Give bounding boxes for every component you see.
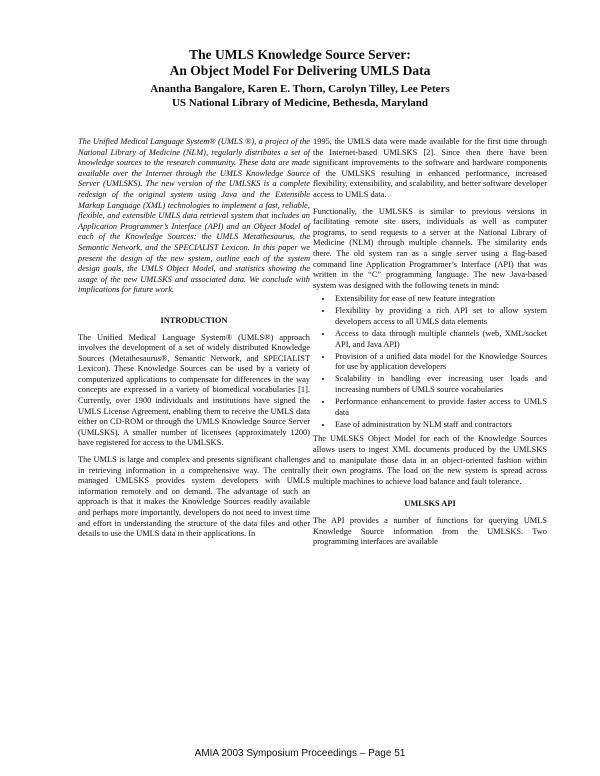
functional-paragraph: Functionally, the UMLSKS is similar to previous versions in facilitating remote site users, individuals as well as computer programs, to send requests to a server at the National Library of Medicine (NLM) through multiple channels. The similarity ends there. The old system ran as a single server using a flag-based command line Application Programmer’s Interface (API) that was written in the “C” programming language. The new Java-based system was designed with the following tenets in mind: [313,206,547,290]
history-paragraph: 1995, the UMLS data were made available for the first time through the Internet-based UMLSKS [2]. Since then there have been significant improvements to the software and hardware components of the UMLSKS resulting in enhanced performance, increased flexibility, extensibility, and scalability, and better software developer access to UMLS data. [313,137,547,199]
api-heading: UMLSKS API [404,499,456,509]
author-block [0,82,600,110]
intro-paragraph-1: The Unified Medical Language System® (UMLS®) approach involves the development of a set of widely distributed Knowledge Sources (Metathesaurus®, Semantic Network, and SPECIALIST Lexicon). These Knowledge Sources can be used by a variety of computerized applications to compensate for differences in the way concepts are expressed in a variety of biomedical vocabularies [1]. Currently, over 1900 individuals and institutions have signed the UMLS License Agreement, enabling them to receive the UMLS data either on CD-ROM or through the UMLS Knowledge Source Server (UMLSKS). A smaller number of licensees (approximately 1200) have registered for access to the UMLSKS. [78,332,310,448]
author-affiliation: US National Library of Medicine, Bethesda, Maryland [171,97,429,109]
title-line-2: An Object Model For Delivering UMLS Data [169,63,431,78]
object-model-paragraph: The UMLSKS Object Model for each of the Knowledge Sources allows users to ingest XML documents produced by the UMLSKS and to manipulate those data in an object-oriented fashion within their own programs. The load on the new system is spread across multiple machines to achieve load balance and fault tolerance. [313,434,547,486]
abstract: The Unified Medical Language System® (UMLS ®), a project of the National Library of Medicine (NLM), regularly distributes a set of knowledge sources to the research community. These data are made available over the Internet through the UMLS Knowledge Source Server (UMLSKS). The new version of the UMLSKS is a complete redesign of the original system using Java and the Extensible Markup Language (XML) technologies to implement a fast, reliable, flexible, and extensible UMLS data retrieval system that includes an Application Programmer’s Interface (API) and an Object Model of each of the Knowledge Sources: the UMLS Metathesaurus, the Semantic Network, and the SPECIALIST Lexicon. In this paper we present the design of the new system, outline each of the system design goals, the UMLS Object Model, and statistics showing the usage of the new UMLSKS and associated data. We conclude with implications for future work. [78,137,310,295]
paper-title [0,47,600,79]
author-names: Anantha Bangalore, Karen E. Thorn, Carolyn Tilley, Lee Peters [150,83,450,95]
list-item: • Access to data through multiple channels (web, XML/socket API, and Java API) [333,329,547,350]
tenets-list [313,294,547,430]
list-item: • Ease of administration by NLM staff and contractors [333,420,547,431]
list-item: • Extensibility for ease of new feature integration [333,294,547,305]
right-column [313,137,547,554]
left-column [78,137,310,546]
page-footer: AMIA 2003 Symposium Proceedings – Page 51 [194,748,406,759]
list-item: • Performance enhancement to provide faster access to UMLS data [333,397,547,418]
title-line-1: The UMLS Knowledge Source Server: [189,47,411,62]
intro-paragraph-2: The UMLS is large and complex and presents significant challenges in retrieving information in a comprehensive way. The centrally managed UMLSKS provides system developers with UMLS information remotely and on demand. The advantage of such an approach is that it makes the Knowledge Sources readily available and perhaps more importantly, developers do not need to invest time and effort in understanding the structure of the data files and other details to use the UMLS data in their applications. In [78,455,310,539]
introduction-heading: INTRODUCTION [160,315,228,325]
list-item: • Scalability in handling ever increasing user loads and increasing numbers of UMLS source vocabularies [333,374,547,395]
list-item: • Provision of a unified data model for the Knowledge Sources for use by application developers [333,352,547,373]
api-paragraph: The API provides a number of functions for querying UMLS Knowledge Source information from the UMLSKS. Two programming interfaces are available [313,516,547,547]
list-item: • Flexibility by providing a rich API set to allow system developers access to all UMLS data elements [333,306,547,327]
